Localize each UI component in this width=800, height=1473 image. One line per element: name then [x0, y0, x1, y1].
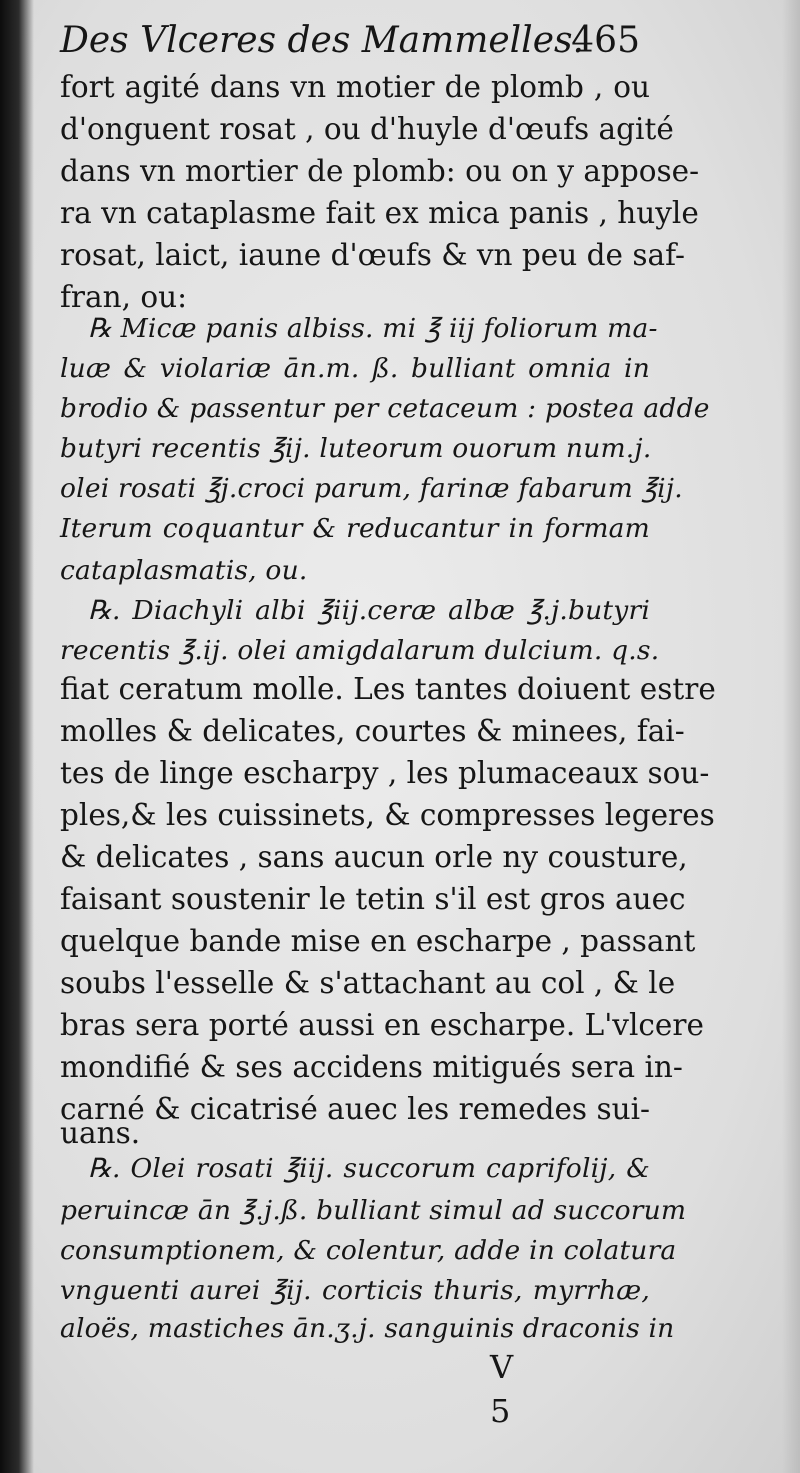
recipe-line: recentis ℥.ij. olei amigdalarum dulcium. q.s.: [60, 635, 660, 666]
recipe-line: aloës, mastiches ān.ʒ.j. sanguinis draconis in: [60, 1313, 675, 1344]
recipe-line: vnguenti aurei ℥ij. corticis thuris, myrrhæ,: [60, 1275, 650, 1306]
text-line: d'onguent rosat , ou d'huyle d'œufs agité: [60, 112, 674, 146]
text-line: fran, ou:: [60, 280, 188, 314]
signature-mark: V 5: [490, 1348, 540, 1430]
text-line: uans.: [60, 1116, 141, 1150]
text-line: soubs l'esselle & s'attachant au col , & le: [60, 966, 676, 1000]
recipe-line: ℞. Olei rosati ℥iij. succorum caprifolij, &: [88, 1153, 650, 1184]
page-edge: [782, 0, 800, 1473]
running-head: [60, 14, 640, 68]
text-line: fiat ceratum molle. Les tantes doiuent estre: [60, 672, 716, 706]
recipe-line: consumptionem, & colentur, adde in colatura: [60, 1235, 677, 1266]
text-line: ra vn cataplasme fait ex mica panis , huyle: [60, 196, 699, 230]
text-line: molles & delicates, courtes & minees, fai-: [60, 714, 685, 748]
page-number: 465: [571, 20, 640, 61]
text-line: quelque bande mise en escharpe , passant: [60, 924, 696, 958]
text-line: fort agité dans vn motier de plomb , ou: [60, 70, 650, 104]
recipe-line: peruincæ ān ℥.j.ß. bulliant simul ad succorum: [60, 1195, 687, 1226]
recipe-line: butyri recentis ℥ij. luteorum ouorum num.j.: [60, 433, 652, 464]
text-line: faisant soustenir le tetin s'il est gros auec: [60, 882, 686, 916]
text-line: rosat, laict, iaune d'œufs & vn peu de saf-: [60, 238, 685, 272]
recipe-line: cataplasmatis, ou.: [60, 555, 308, 586]
recipe-line: ℞ Micæ panis albiss. mi ℥ iij foliorum ma-: [88, 313, 658, 344]
text-line: bras sera porté aussi en escharpe. L'vlcere: [60, 1008, 704, 1042]
text-line: tes de linge escharpy , les plumaceaux sou-: [60, 756, 710, 790]
recipe-line: ℞. Diachyli albi ℥iij.ceræ albæ ℥.j.butyri: [88, 595, 650, 626]
recipe-line: luæ & violariæ ān.m. ß. bulliant omnia in: [60, 353, 650, 384]
recipe-line: Iterum coquantur & reducantur in formam: [60, 513, 650, 544]
text-line: mondifié & ses accidens mitigués sera in-: [60, 1050, 683, 1084]
text-line: ples,& les cuissinets, & compresses legeres: [60, 798, 715, 832]
recipe-line: olei rosati ℥j.croci parum, farinæ fabarum ℥ij.: [60, 473, 683, 504]
running-head-title: Des Vlceres des Mammelles.: [60, 20, 584, 61]
binding-gutter-shadow: [0, 0, 34, 1473]
text-line: dans vn mortier de plomb: ou on y appose-: [60, 154, 700, 188]
text-line: carné & cicatrisé auec les remedes sui-: [60, 1092, 650, 1126]
recipe-line: brodio & passentur per cetaceum : postea adde: [60, 393, 710, 424]
text-line: & delicates , sans aucun orle ny cousture,: [60, 840, 688, 874]
